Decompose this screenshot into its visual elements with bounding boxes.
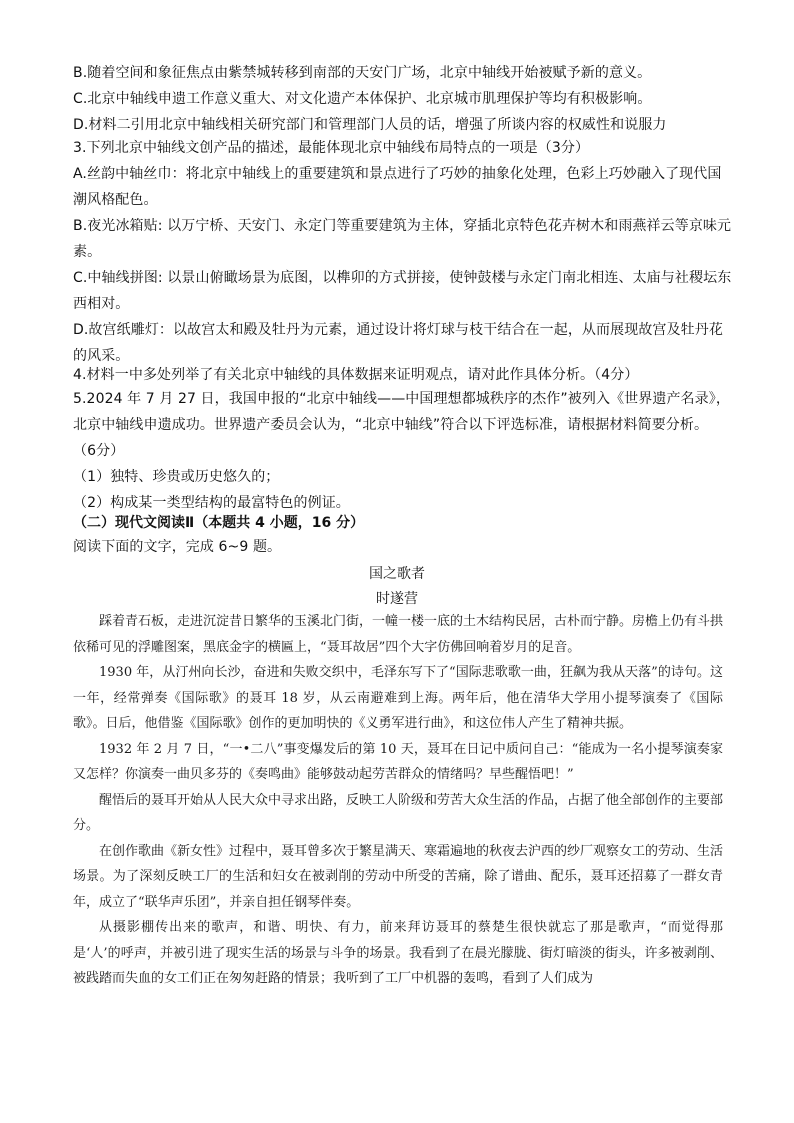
article-author: 时遂营 <box>376 591 418 607</box>
reading-instruction <box>73 534 733 560</box>
article-body <box>73 609 723 992</box>
q3-option-b-line2: 素。 <box>73 244 102 260</box>
question5 <box>73 386 733 516</box>
question5-line3: （6分） <box>73 443 125 459</box>
criterion-1: （1）独特、珍贵或历史悠久的； <box>73 469 280 485</box>
q3-option-a-line2: 潮风格配色。 <box>73 192 158 208</box>
article-paragraph: 醒悟后的聂耳开始从人民大众中寻求出路，反映工人阶级和劳苦大众生活的作品，占据了他全部创作的主要部分。 <box>73 792 724 833</box>
article-paragraph: 1932 年 2 月 7 日，“一•二八”事变爆发后的第 10 天，聂耳在日记中质问自己：“能成为一名小提琴演奏家又怎样？你演奏一曲贝多芬的《奏鸣曲》能够鼓动起劳苦群众的情绪吗？早些醒悟吧！” <box>73 741 723 782</box>
article-paragraph: 在创作歌曲《新女性》过程中，聂耳曾多次于繁星满天、寒霜遍地的秋夜去沪西的纱厂观察女工的劳动、生活场景。为了深刻反映工厂的生活和妇女在被剥削的劳动中所受的苦痛，除了谱曲、配乐，聂耳还招募了一群女青年，成立了“联华声乐团”，并亲自担任钢琴伴奏。 <box>73 843 724 910</box>
section-header: （二）现代文阅读Ⅱ（本题共 4 小题，16 分） <box>73 515 365 531</box>
question5-line1: 5.2024 年 7 月 27 日，我国申报的“北京中轴线——中国理想都城秩序的杰作”被列入《世界遗产名录》， <box>73 391 730 407</box>
instruction-text: 阅读下面的文字，完成 6~9 题。 <box>73 539 282 555</box>
article-paragraph: 1930 年，从汀州向长沙，奋进和失败交织中，毛泽东写下了“国际悲歌歌一曲，狂飙为我从天落”的诗句。这一年，经常弹奏《国际歌》的聂耳 18 岁，从云南避难到上海。两年后，他在清华大学用小提琴演奏了《国际歌》。日后，他借鉴《国际歌》创作的更加明快的《义勇军进行曲》，和这位伟人产生了精神共振。 <box>73 665 723 731</box>
q3-option-d-line1: D.故宫纸雕灯：以故宫太和殿及牡丹为元素，通过设计将灯球与枝干结合在一起，从而展现故宫及牡丹花 <box>73 322 723 338</box>
q3-option-c-line2: 西相对。 <box>73 296 130 312</box>
q3-option-d-line2: 的风采。 <box>73 348 130 364</box>
question3 <box>73 135 733 369</box>
question3-stem: 3.下列北京中轴线文创产品的描述，最能体现北京中轴线布局特点的一项是（3分） <box>73 140 590 156</box>
question5-line2: 北京中轴线申遗成功。世界遗产委员会认为，“北京中轴线”符合以下评选标准，请根据材料简要分析。 <box>73 417 709 433</box>
q3-option-b-line1: B.夜光冰箱贴: 以万宁桥、天安门、永定门等重要建筑为主体，穿插北京特色花卉树木和雨燕祥云等京味元 <box>73 218 732 234</box>
article-title: 国之歌者 <box>369 566 425 582</box>
criterion-2: （2）构成某一类型结构的最富特色的例证。 <box>73 495 350 511</box>
question4 <box>73 362 733 388</box>
q3-option-c-line1: C.中轴线拼图: 以景山俯瞰场景为底图，以榫卯的方式拼接，使钟鼓楼与永定门南北相连、太庙与社稷坛东 <box>73 270 732 286</box>
article-paragraph: 从摄影棚传出来的歌声，和谐、明快、有力，前来拜访聂耳的蔡楚生很快就忘了那是歌声，“而觉得那是‘人’的呼声，并被引进了现实生活的场景与斗争的场景。我看到了在晨光朦胧、街灯暗淡的街头，许多被剥削、被践踏而失血的女工们正在匆匆赶路的情景；我听到了工厂中机器的轰鸣，看到了人们成为 <box>73 920 723 986</box>
option-d-text: D.材料二引用北京中轴线相关研究部门和管理部门人员的话，增强了所谈内容的权威性和说服力 <box>73 117 667 133</box>
option-c-text: C.北京中轴线申遗工作意义重大、对文化遗产本体保护、北京城市肌理保护等均有积极影响。 <box>73 91 652 107</box>
q3-option-a-line1: A.丝韵中轴丝巾：将北京中轴线上的重要建筑和景点进行了巧妙的抽象化处理，色彩上巧妙融入了现代国 <box>73 166 722 182</box>
question4-text: 4.材料一中多处列举了有关北京中轴线的具体数据来证明观点，请对此作具体分析。（4分） <box>73 367 639 383</box>
question2-options <box>73 60 733 138</box>
article-paragraph: 踩着青石板，走进沉淀昔日繁华的玉溪北门街，一幢一楼一底的土木结构民居，古朴而宁静。房檐上仍有斗拱依稀可见的浮雕图案，黑底金字的横匾上，“聂耳故居”四个大字仿佛回响着岁月的足音。 <box>73 614 724 655</box>
option-b-text: B.随着空间和象征焦点由紫禁城转移到南部的天安门广场，北京中轴线开始被赋予新的意义。 <box>73 65 652 81</box>
